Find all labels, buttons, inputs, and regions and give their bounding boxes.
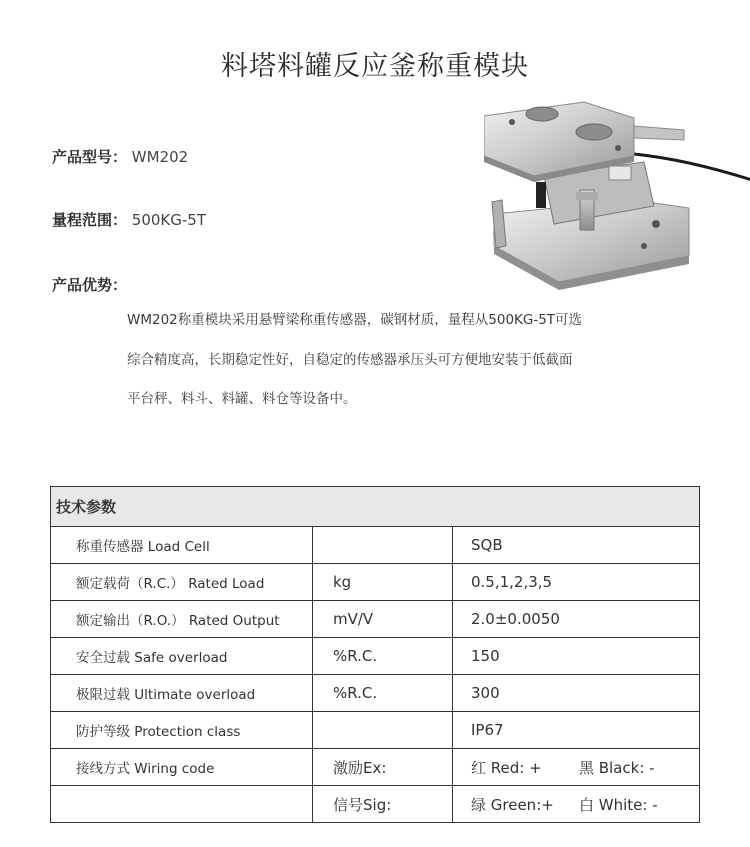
model-value: WM202	[131, 148, 189, 166]
advantages-line: WM202称重模块采用悬臂梁称重传感器，碳钢材质，量程从500KG-5T可选	[127, 312, 583, 328]
spec-table	[50, 486, 700, 823]
table-row	[51, 601, 700, 638]
param-name: 防护等级 Protection class	[51, 712, 313, 749]
signal-wires	[453, 786, 700, 823]
param-value: 2.0±0.0050	[453, 601, 700, 638]
advantages-text	[127, 306, 627, 425]
spec-table-header: 技术参数	[51, 487, 700, 527]
param-name: 安全过载 Safe overload	[51, 638, 313, 675]
param-value: SQB	[453, 527, 700, 564]
advantages-line: 平台秤、料斗、料罐、料仓等设备中。	[127, 391, 357, 407]
param-unit	[313, 712, 453, 749]
model-field	[52, 146, 188, 167]
param-name: 额定载荷（R.C.） Rated Load	[51, 564, 313, 601]
param-value: 150	[453, 638, 700, 675]
excitation-label: 激励Ex:	[313, 749, 453, 786]
param-unit	[313, 527, 453, 564]
advantages-label: 产品优势：	[52, 276, 128, 294]
page-title: 料塔料罐反应釜称重模块	[221, 51, 529, 82]
range-field	[52, 209, 206, 230]
table-row	[51, 749, 700, 786]
spec-table-header-row	[51, 487, 700, 527]
advantages-line: 综合精度高，长期稳定性好，自稳定的传感器承压头可方便地安装于低截面	[127, 351, 573, 368]
wire-red: 红 Red: +	[471, 758, 542, 777]
signal-label: 信号Sig:	[313, 786, 453, 823]
table-row	[51, 527, 700, 564]
param-unit: %R.C.	[313, 675, 453, 712]
param-value: IP67	[453, 712, 700, 749]
wire-white: 白 White: -	[579, 795, 658, 814]
weighing-module-image	[484, 96, 750, 292]
table-row	[51, 712, 700, 749]
param-value: 0.5,1,2,3,5	[453, 564, 700, 601]
excitation-wires	[453, 749, 700, 786]
range-value: 500KG-5T	[131, 211, 207, 229]
param-unit: kg	[313, 564, 453, 601]
param-name: 极限过载 Ultimate overload	[51, 675, 313, 712]
table-row	[51, 675, 700, 712]
param-name-empty	[51, 786, 313, 823]
range-label: 量程范围：	[52, 211, 128, 229]
param-value: 300	[453, 675, 700, 712]
wire-green: 绿 Green:+	[471, 795, 554, 814]
table-row	[51, 638, 700, 675]
model-label: 产品型号：	[52, 148, 128, 166]
table-row	[51, 786, 700, 823]
param-unit: %R.C.	[313, 638, 453, 675]
param-name: 接线方式 Wiring code	[51, 749, 313, 786]
advantages-field	[52, 274, 127, 295]
param-name: 称重传感器 Load Cell	[51, 527, 313, 564]
table-row	[51, 564, 700, 601]
param-name: 额定输出（R.O.） Rated Output	[51, 601, 313, 638]
param-unit: mV/V	[313, 601, 453, 638]
wire-black: 黑 Black: -	[579, 758, 655, 777]
